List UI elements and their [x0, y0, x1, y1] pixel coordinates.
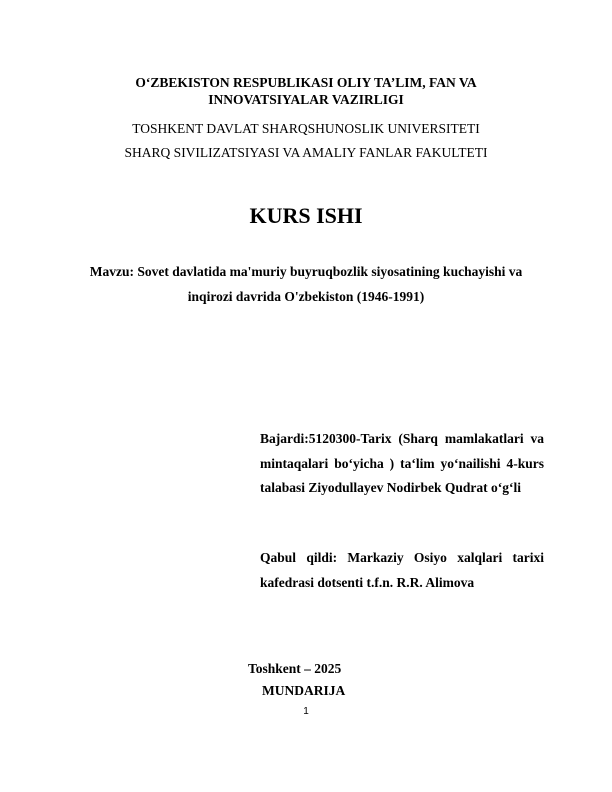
- accepted-by-line-2: kafedrasi dotsenti t.f.n. R.R. Alimova: [260, 574, 475, 590]
- completed-by-line-1: Bajardi:5120300-Tarix (Sharq mamlakatlari va: [260, 431, 544, 446]
- ministry-line-1: O‘ZBEKISTON RESPUBLIKASI OLIY TA’LIM, FAN VA: [135, 75, 477, 90]
- ministry-line-2: INNOVATSIYALAR VAZIRLIGI: [208, 92, 404, 107]
- page-number: 1: [303, 706, 309, 717]
- completed-by-line-3: talabasi Ziyodullayev Nodirbek Qudrat o‘g‘li: [260, 480, 522, 495]
- completed-by-block: [260, 427, 544, 501]
- city-year: Toshkent – 2025: [248, 661, 342, 676]
- faculty-name: SHARQ SIVILIZATSIYASI VA AMALIY FANLAR FAKULTETI: [124, 145, 488, 160]
- completed-by-line-2: mintaqalari bo‘yicha ) ta‘lim yo‘nailishi 4-kurs: [260, 455, 544, 471]
- topic-line-1: Mavzu: Sovet davlatida ma'muriy buyruqbozlik siyosatining kuchayishi va: [89, 264, 523, 279]
- topic-line-2: inqirozi davrida O'zbekiston (1946-1991): [187, 289, 425, 304]
- ministry-header: [0, 74, 612, 108]
- university-name: TOSHKENT DAVLAT SHARQSHUNOSLIK UNIVERSITETI: [132, 121, 480, 136]
- accepted-by-line-1: Qabul qildi: Markaziy Osiyo xalqlari tarixi: [260, 550, 544, 565]
- accepted-by-block: [260, 546, 544, 595]
- document-title: KURS ISHI: [249, 203, 363, 228]
- contents-heading: MUNDARIJA: [262, 683, 346, 698]
